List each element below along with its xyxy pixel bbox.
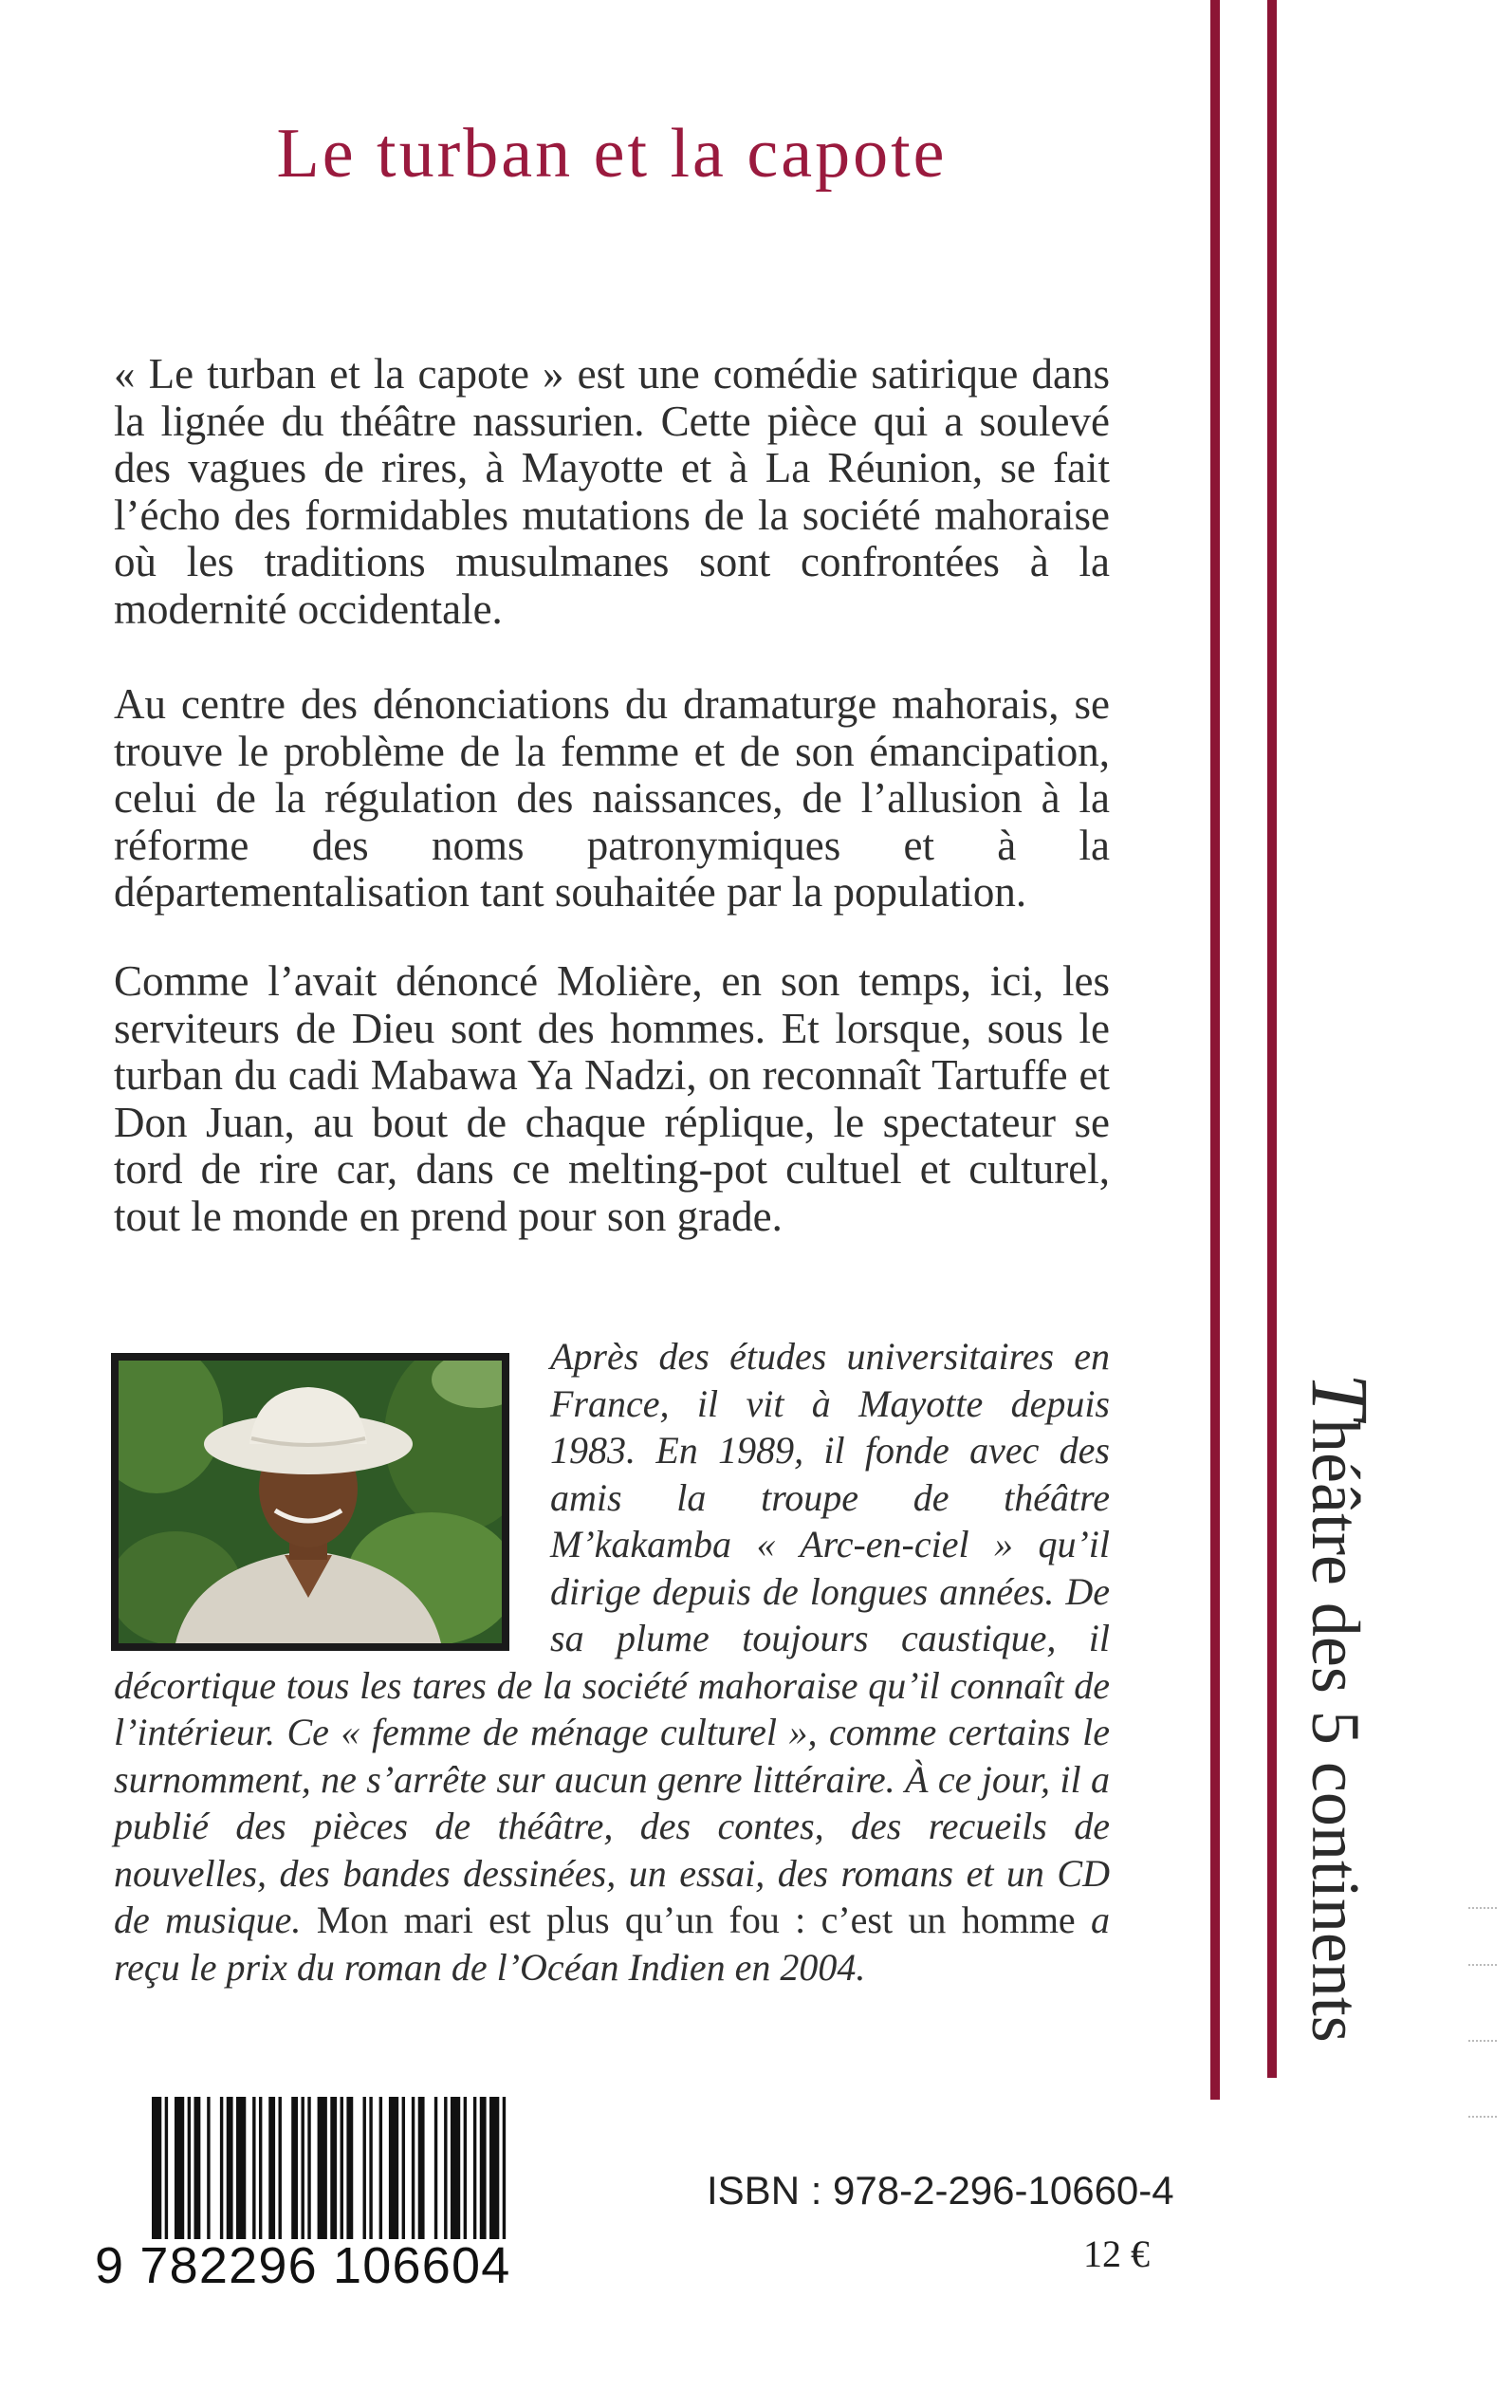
collection-label [1279,1300,1402,2116]
bio-part-3: a reçu le prix du roman de l’Océan Indien en 2004. [114,1899,1110,1989]
book-title: Le turban et la capote [276,115,948,193]
barcode-digits: 9 782296 106604 [95,2237,511,2294]
barcode [152,2097,512,2258]
collection-name [1293,1373,1388,2043]
isbn: ISBN : 978-2-296-10660-4 [707,2168,1174,2213]
summary-paragraph-2: Au centre des dénonciations du dramaturge mahorais, se trouve le problème de la femme et de son émancipation, celui de la régulation des naissances, de l’allusion à la réforme des noms patronymiques et à la départementalisation tant souhaitée par la population. [114,680,1110,916]
collection-rest: héâtre des 5 continents [1298,1418,1374,2043]
author-bio [114,1333,1110,1991]
summary-paragraph-1: « Le turban et la capote » est une comédie satirique dans la lignée du théâtre nassurien. Cette pièce qui a soulevé des vagues de rires, à Mayotte et à La Réunion, se fait l’écho des formidables mutations de la société mahoraise où les traditions musulmanes sont confrontées à la modernité occidentale. [114,350,1110,633]
spine-rule-left [1210,0,1220,2100]
collection-initial: T [1295,1373,1386,1419]
spine-rule-right [1267,0,1277,2078]
summary-paragraph-3: Comme l’avait dénoncé Molière, en son temps, ici, les serviteurs de Dieu sont des hommes. Et lorsque, sous le turban du cadi Mabawa Ya Nadzi, on reconnaît Tartuffe et Don Juan, au bout de chaque réplique, le spectateur se tord de rire car, dans ce melting-pot cultuel et culturel, tout le monde en prend pour son grade. [114,957,1110,1240]
bio-part-2: Mon mari est plus qu’un fou : c’est un homme [301,1899,1091,1941]
photo-space [114,1333,550,1656]
bio-part-1: Après des études universitaires en France, il vit à Mayotte depuis 1983. En 1989, il fonde avec des amis la troupe de théâtre M’kakamba « Arc-en-ciel » qu’il dirige depuis de longues années. De sa plume toujours caustique, il décortique tous les tares de la société mahoraise qu’il connaît de l’intérieur. Ce « femme de ménage culturel », comme certains le surnomment, ne s’arrête sur aucun genre littéraire. À ce jour, il a publié des pièces de théâtre, des contes, des recueils de nouvelles, des bandes dessinées, un essai, des romans et un CD de musique. [114,1335,1110,1941]
crop-marks [1468,1898,1497,2125]
price: 12 € [1083,2232,1150,2275]
